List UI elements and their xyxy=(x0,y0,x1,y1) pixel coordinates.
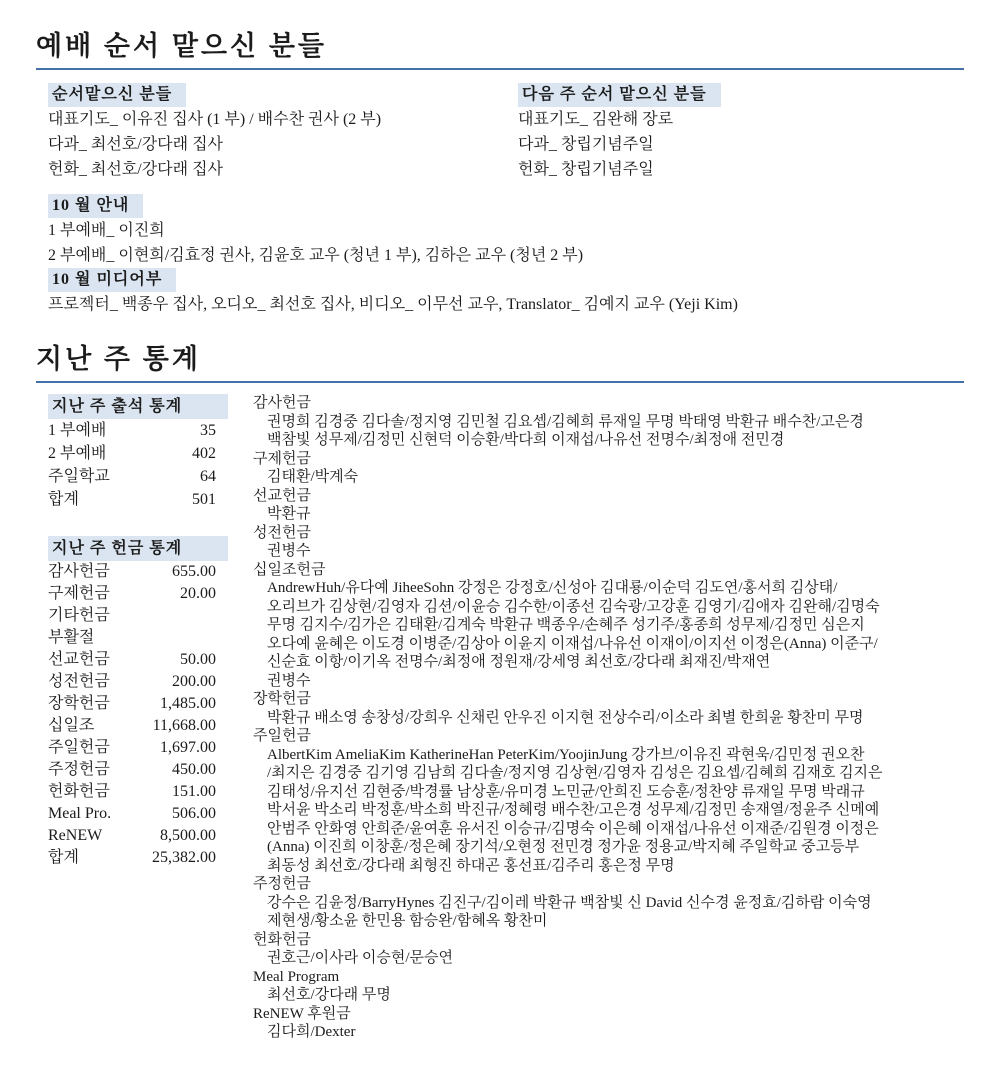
offering-row-label: 주일헌금 xyxy=(48,739,110,756)
donor-names-line: AlbertKim AmeliaKim KatherineHan PeterKim/YoojinJung 강가브/이유진 곽현욱/김민정 권오찬 xyxy=(267,746,865,763)
offering-row-label: 기타헌금 xyxy=(48,607,110,624)
donor-category-label: 선교헌금 xyxy=(253,487,311,504)
offering-row-label: 부활절 xyxy=(48,629,95,646)
donor-names-line: 백참빛 성무제/김정민 신현덕 이승환/박다희 이재섭/나유선 전명수/최정애 전민경 xyxy=(267,432,785,448)
section-title-worship: 예배 순서 맡으신 분들 xyxy=(36,30,964,70)
offering-row-value: 151.00 xyxy=(172,783,216,800)
offering-row-label: ReNEW xyxy=(48,827,103,844)
offering-table xyxy=(48,536,228,869)
donor-names-line: 박환규 xyxy=(267,506,311,522)
donor-names-line: 권병수 xyxy=(267,543,311,559)
donor-names-line: 최동성 최선호/강다래 최형진 하대곤 홍선표/김주리 홍은정 무명 xyxy=(267,857,675,874)
donor-category-label: 감사헌금 xyxy=(253,395,311,411)
offering-row xyxy=(48,737,228,759)
offering-row xyxy=(48,627,228,649)
assignment-line: 다과_ 최선호/강다래 집사 xyxy=(48,136,224,153)
donor-name-lines xyxy=(253,579,964,690)
offering-rows xyxy=(48,561,228,869)
donor-names-line: 안범주 안화영 안희준/윤여훈 유서진 이승규/김명숙 이은혜 이재섭/나유선 이재준/김원경 이정은 xyxy=(267,820,879,837)
donor-name-lines xyxy=(253,949,964,968)
donor-category-block xyxy=(253,931,964,968)
october-notice-lines xyxy=(48,218,964,268)
notice-line: 2 부예배_ 이현희/김효정 권사, 김윤호 교우 (청년 1 부), 김하은 교우 (청년 2 부) xyxy=(48,247,584,264)
offering-row-value: 25,382.00 xyxy=(152,849,216,866)
offering-row-label: 장학헌금 xyxy=(48,695,110,712)
donor-names-line: 무명 김지수/김가은 김태환/김계숙 박환규 백종우/손혜주 성기주/홍종희 성무제/김정민 심은지 xyxy=(267,617,865,633)
offering-row xyxy=(48,847,228,869)
this-week-block xyxy=(48,83,518,182)
donor-names-line: 강수은 김윤정/BarryHynes 김진구/김이레 박환규 백참빛 신 David 신수경 윤정효/김하람 이숙영 xyxy=(267,894,872,911)
attendance-row-value: 501 xyxy=(192,491,216,508)
donor-name-lines xyxy=(253,986,964,1005)
attendance-row-value: 64 xyxy=(200,468,216,485)
donor-name-lines xyxy=(253,1023,964,1042)
offering-row xyxy=(48,825,228,847)
donor-names-line: 제현생/황소윤 한민용 함승완/함혜옥 황찬미 xyxy=(267,913,548,929)
october-notice-block xyxy=(48,194,964,317)
stats-columns xyxy=(48,394,964,1042)
donor-category-label: ReNEW 후원금 xyxy=(253,1005,351,1022)
section-title-stats: 지난 주 통계 xyxy=(36,343,964,383)
offering-row-value: 200.00 xyxy=(172,673,216,690)
offering-row-label: 십일조 xyxy=(48,717,95,734)
attendance-row xyxy=(48,442,228,465)
donor-name-lines xyxy=(253,542,964,561)
donor-names-line: 신순효 이항/이기옥 전명수/최정애 정원재/강세영 최선호/강다래 최재진/박재연 xyxy=(267,654,771,670)
donor-name-lines xyxy=(253,894,964,931)
offering-row xyxy=(48,605,228,627)
donor-names-line: /최지은 김경중 김기영 김남희 김다솔/정지영 김상현/김영자 김성은 김요셉/김혜희 김재호 김지은 xyxy=(267,765,883,781)
offering-row-value: 506.00 xyxy=(172,805,216,822)
donor-category-block xyxy=(253,524,964,561)
worship-columns xyxy=(48,83,964,182)
october-media-lines xyxy=(48,292,964,317)
offering-row-value: 11,668.00 xyxy=(152,717,216,734)
donor-name-lines xyxy=(253,709,964,728)
media-line: 프로젝터_ 백종우 집사, 오디오_ 최선호 집사, 비디오_ 이무선 교우, Translator_ 김예지 교우 (Yeji Kim) xyxy=(48,296,738,313)
offering-row-label: 선교헌금 xyxy=(48,651,110,668)
donor-name-lines xyxy=(253,746,964,876)
offering-row-label: 감사헌금 xyxy=(48,563,110,580)
donor-names-line: 권병수 xyxy=(267,672,311,689)
donor-category-block xyxy=(253,394,964,450)
next-week-lines xyxy=(518,107,964,182)
offering-row-value: 50.00 xyxy=(180,651,216,668)
offering-row-label: 성전헌금 xyxy=(48,673,110,690)
october-notice-header: 10 월 안내 xyxy=(48,194,143,218)
this-week-header: 순서맡으신 분들 xyxy=(48,83,186,107)
donor-names-line: 박환규 배소영 송창성/강희우 신채린 안우진 이지현 전상수리/이소라 최별 한희윤 황찬미 무명 xyxy=(267,709,864,726)
donor-names-line: (Anna) 이진희 이창훈/정은혜 장기석/오현정 전민경 정가윤 정용교/박지혜 주일학교 중고등부 xyxy=(267,839,860,855)
donor-category-block xyxy=(253,875,964,931)
donor-category-label: 주일헌금 xyxy=(253,728,311,744)
assignment-line: 다과_ 창립기념주일 xyxy=(518,136,654,153)
donor-category-label: 구제헌금 xyxy=(253,450,311,467)
donor-names-line: 김다희/Dexter xyxy=(267,1024,356,1040)
donor-names-line: AndrewHuh/유다예 JiheeSohn 강정은 강정호/신성아 김대룡/이순덕 김도연/홍서희 김상태/ xyxy=(267,580,838,596)
offering-table-header: 지난 주 헌금 통계 xyxy=(48,536,228,561)
assignment-line: 헌화_ 최선호/강다래 집사 xyxy=(48,161,224,178)
donor-name-lines xyxy=(253,505,964,524)
attendance-row-value: 402 xyxy=(192,445,216,462)
this-week-lines xyxy=(48,107,518,182)
donor-lists-column xyxy=(253,394,964,1042)
offering-row-label: 합계 xyxy=(48,849,79,866)
attendance-row-label: 2 부예배 xyxy=(48,445,107,462)
donor-names-line: 김태성/유지선 김현중/박경률 남상훈/유미경 노민균/안희진 도승훈/정찬양 류재일 무명 박래규 xyxy=(267,783,865,800)
donor-category-label: 성전헌금 xyxy=(253,524,311,541)
offering-row-value: 655.00 xyxy=(172,563,216,580)
attendance-table xyxy=(48,394,228,511)
offering-row-value: 1,485.00 xyxy=(160,695,216,712)
october-media-header: 10 월 미디어부 xyxy=(48,268,176,292)
donor-category-block xyxy=(253,450,964,487)
attendance-row-label: 1 부예배 xyxy=(48,422,107,439)
offering-row-label: 헌화헌금 xyxy=(48,783,110,800)
donor-names-line: 권호근/이사라 이승현/문승연 xyxy=(267,950,453,966)
offering-row xyxy=(48,561,228,583)
offering-row xyxy=(48,781,228,803)
donor-category-label: 십일조헌금 xyxy=(253,561,326,578)
donor-category-block xyxy=(253,1005,964,1042)
donor-category-label: 주정헌금 xyxy=(253,876,311,892)
last-week-stats-section xyxy=(36,343,964,1042)
offering-row-value: 20.00 xyxy=(180,585,216,602)
attendance-table-header: 지난 주 출석 통계 xyxy=(48,394,228,419)
worship-assignments-section xyxy=(36,30,964,317)
stats-tables-column xyxy=(48,394,228,1042)
notice-line: 1 부예배_ 이진희 xyxy=(48,222,165,239)
assignment-line: 헌화_ 창립기념주일 xyxy=(518,161,654,178)
attendance-row-label: 합계 xyxy=(48,491,79,508)
offering-row-value: 450.00 xyxy=(172,761,216,778)
donor-names-line: 김태환/박계숙 xyxy=(267,469,359,485)
offering-row xyxy=(48,715,228,737)
attendance-row xyxy=(48,465,228,488)
attendance-rows xyxy=(48,419,228,511)
offering-row-label: Meal Pro. xyxy=(48,805,112,822)
donor-names-line: 오리브가 김상현/김영자 김션/이윤승 김수한/이종선 김숙광/고강훈 김영기/김애자 김완해/김명숙 xyxy=(267,598,880,615)
donor-category-block xyxy=(253,561,964,691)
offering-row-value: 8,500.00 xyxy=(160,827,216,844)
offering-row xyxy=(48,649,228,671)
donor-category-block xyxy=(253,968,964,1005)
offering-row xyxy=(48,583,228,605)
offering-row-label: 구제헌금 xyxy=(48,585,110,602)
donor-category-block xyxy=(253,727,964,875)
donor-names-line: 박서윤 박소리 박정훈/박소희 박진규/정혜령 배수찬/고은경 성무제/김정민 송재열/정윤주 신메예 xyxy=(267,802,880,818)
donor-category-block xyxy=(253,690,964,727)
donor-name-lines xyxy=(253,413,964,450)
next-week-block xyxy=(518,83,964,182)
offering-row xyxy=(48,693,228,715)
offering-row xyxy=(48,803,228,825)
donor-category-label: 헌화헌금 xyxy=(253,931,311,948)
offering-row xyxy=(48,671,228,693)
donor-category-label: Meal Program xyxy=(253,968,340,985)
offering-row-label: 주정헌금 xyxy=(48,761,110,778)
attendance-row xyxy=(48,419,228,442)
donor-category-label: 장학헌금 xyxy=(253,691,311,707)
offering-row-value: 1,697.00 xyxy=(160,739,216,756)
assignment-line: 대표기도_ 이유진 집사 (1 부) / 배수찬 권사 (2 부) xyxy=(48,111,382,128)
donor-names-line: 오다예 윤혜은 이도경 이병준/김상아 이윤지 이재섭/나유선 이재이/이지선 이정은(Anna) 이준구/ xyxy=(267,635,878,652)
next-week-header: 다음 주 순서 맡으신 분들 xyxy=(518,83,721,107)
attendance-row-label: 주일학교 xyxy=(48,468,110,485)
donor-names-line: 권명희 김경중 김다솔/정지영 김민철 김요셉/김혜희 류재일 무명 박태영 박환규 배수찬/고은경 xyxy=(267,413,864,430)
donor-category-block xyxy=(253,487,964,524)
attendance-row xyxy=(48,488,228,511)
offering-row xyxy=(48,759,228,781)
assignment-line: 대표기도_ 김완해 장로 xyxy=(518,111,674,128)
donor-names-line: 최선호/강다래 무명 xyxy=(267,987,391,1003)
attendance-row-value: 35 xyxy=(200,422,216,439)
donor-name-lines xyxy=(253,468,964,487)
